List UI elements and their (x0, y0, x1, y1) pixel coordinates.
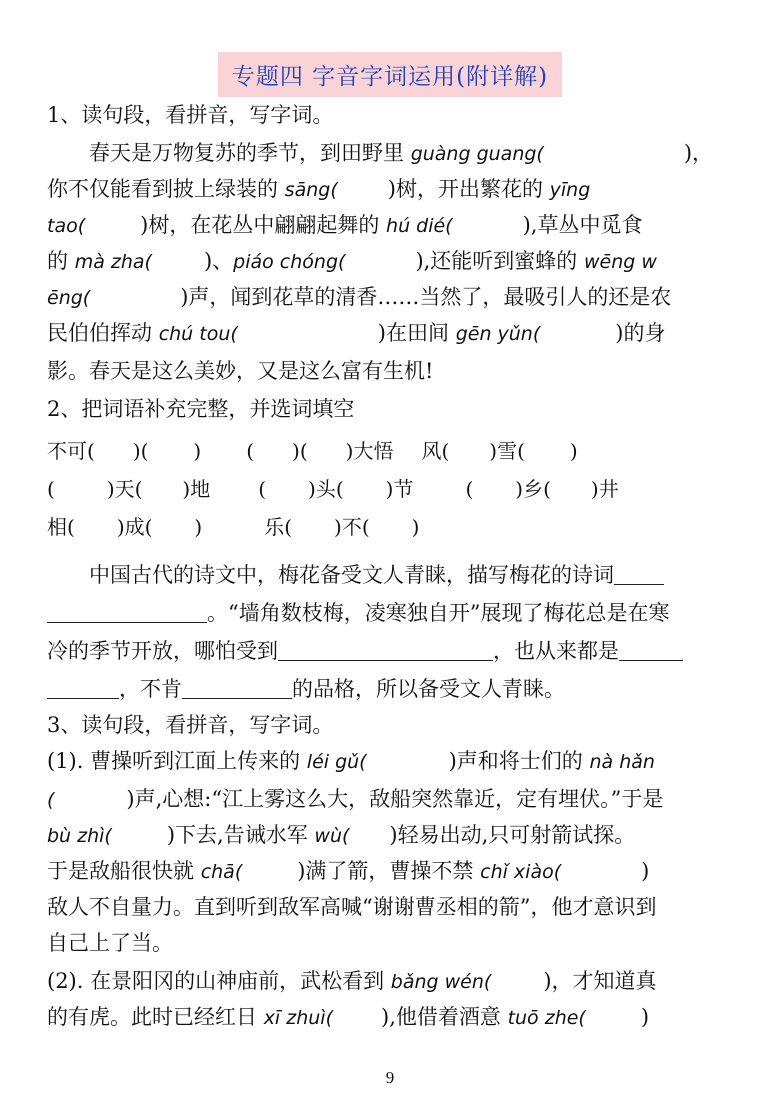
pinyin: léi gǔ( (306, 751, 367, 773)
idiom-row-3 (47, 512, 737, 542)
text: ( (47, 789, 55, 811)
idiom-part: 相( (47, 515, 75, 539)
idiom-part: )天( (106, 477, 143, 501)
text: ) (640, 1005, 650, 1029)
text: )在田间 (377, 321, 449, 345)
idiom-part: 不可( (47, 439, 95, 463)
pinyin: chā( (200, 861, 243, 883)
blank-line[interactable] (182, 676, 292, 699)
page-number: 9 (385, 1068, 395, 1087)
text-line (47, 318, 737, 349)
text: 影。春天是这么美妙，又是这么富有生机! (47, 359, 434, 383)
blank-line[interactable] (614, 562, 664, 585)
text: 自己上了当。 (47, 931, 173, 955)
pinyin: piáo chóng( (233, 251, 346, 273)
text: 敌人不自量力。直到听到敌军高喊“谢谢曹丞相的箭”，他才意识到 (47, 895, 657, 919)
section3-heading (47, 710, 737, 740)
pinyin: sāng( (284, 179, 338, 201)
text: ),草丛中觅食 (522, 213, 643, 237)
text: )声，闻到花草的清香……当然了，最吸引人的还是农 (180, 285, 672, 309)
text: )、 (203, 249, 234, 273)
pinyin: chǐ xiào( (480, 861, 562, 883)
pinyin: hú dié( (386, 215, 453, 237)
idiom-part: ) (194, 515, 203, 539)
text-line (47, 356, 737, 386)
text: )轻易出动,只可射箭试探。 (389, 823, 636, 847)
text-line (47, 138, 737, 169)
text: )下去,告诫水军 (166, 823, 308, 847)
text-line (47, 928, 737, 958)
page-title: 专题四 字音字词运用(附详解) (218, 52, 562, 97)
idiom-part: ( (246, 439, 255, 463)
pinyin: nà hǎn (589, 751, 655, 773)
text-line (47, 674, 737, 704)
idiom-part: )雪( (489, 439, 525, 463)
text: )声,心想:“江上雾这么大，敌船突然靠近，定有埋伏。”于是 (126, 787, 664, 811)
pinyin: wēng w (584, 251, 657, 273)
text: 你不仅能看到披上绿装的 (47, 177, 278, 201)
title-banner (0, 52, 780, 97)
pinyin: wù( (314, 825, 350, 847)
pinyin: xī zhuì( (263, 1007, 333, 1029)
pinyin: mà zha( (74, 251, 152, 273)
pinyin: bù zhì( (47, 825, 112, 847)
text: )， (683, 141, 714, 165)
text-line (47, 560, 737, 590)
idiom-part: ( (258, 477, 267, 501)
text-line (47, 966, 737, 997)
idiom-part: )井 (590, 477, 619, 501)
text: ，不肯 (119, 677, 182, 701)
text: 的品格，所以备受文人青睐。 (292, 677, 565, 701)
text: ),还能听到蜜蜂的 (415, 249, 578, 273)
idiom-row-1 (47, 436, 737, 466)
idiom-part: ) (569, 439, 578, 463)
text-line (47, 784, 737, 815)
pinyin: bǎng wén( (390, 971, 492, 993)
idiom-part: )乡( (515, 477, 551, 501)
text: 。“墙角数枝梅，凌寒独自开”展现了梅花总是在寒 (207, 601, 670, 625)
blank-line[interactable] (278, 638, 493, 661)
text-line (47, 746, 737, 777)
idiom-part: )节 (385, 477, 414, 501)
text-line (47, 210, 737, 241)
idiom-part: ( (465, 477, 474, 501)
idiom-part: )不( (334, 515, 370, 539)
text: 冷的季节开放，哪怕受到 (47, 639, 278, 663)
idiom-part: )( (132, 439, 149, 463)
pinyin: gēn yǔn( (455, 323, 541, 345)
text-line (47, 892, 737, 922)
text: )，才知道真 (543, 969, 657, 993)
text: 的有虎。此时已经红日 (47, 1005, 257, 1029)
text: 春天是万物复苏的季节，到田野里 (89, 141, 404, 165)
text: )树，在花丛中翩翩起舞的 (140, 213, 380, 237)
text: 民伯伯挥动 (47, 321, 152, 345)
idiom-part: ) (193, 439, 202, 463)
section2-heading (47, 394, 737, 424)
blank-line[interactable] (619, 638, 683, 661)
pinyin: tao( (47, 215, 86, 237)
idiom-part: )头( (308, 477, 344, 501)
idiom-part: 风( (421, 439, 450, 463)
text-line (47, 1002, 737, 1033)
pinyin: ēng( (47, 287, 91, 309)
text: ) (641, 859, 650, 883)
idiom-part: )( (292, 439, 308, 463)
text: 的 (47, 249, 68, 273)
heading-text: 2、把词语补充完整，并选词填空 (47, 397, 355, 421)
text-line (47, 636, 737, 666)
heading-text: 1、读句段，看拼音，写字词。 (47, 103, 334, 127)
idiom-row-2 (47, 474, 737, 504)
pinyin: yīng (549, 179, 591, 201)
text: ，也从来都是 (493, 639, 619, 663)
text-line (47, 856, 737, 887)
idiom-part: )大悟 (345, 439, 394, 463)
text: (2). 在景阳冈的山神庙前，武松看到 (47, 969, 385, 993)
pinyin: guàng guang( (410, 143, 544, 165)
text: )声和将士们的 (448, 749, 583, 773)
text: (1). 曹操听到江面上传来的 (47, 749, 301, 773)
text-line (47, 282, 737, 313)
text: )满了箭，曹操不禁 (297, 859, 474, 883)
text: ),他借着酒意 (381, 1005, 501, 1029)
blank-line[interactable] (47, 676, 119, 699)
section1-heading (47, 100, 737, 130)
idiom-part: )成( (116, 515, 153, 539)
idiom-part: )地 (182, 477, 211, 501)
text: 中国古代的诗文中，梅花备受文人青睐，描写梅花的诗词 (89, 563, 614, 587)
pinyin: chú tou( (158, 323, 238, 345)
text: )树，开出繁花的 (387, 177, 543, 201)
blank-line[interactable] (47, 600, 207, 623)
heading-text: 3、读句段，看拼音，写字词。 (47, 713, 334, 737)
pinyin: tuō zhe( (507, 1007, 586, 1029)
idiom-part: 乐( (264, 515, 293, 539)
idiom-part: ( (47, 477, 55, 501)
text: 于是敌船很快就 (47, 859, 194, 883)
text: )的身 (615, 321, 666, 345)
text-line (47, 598, 737, 628)
text-line (47, 820, 737, 851)
text-line (47, 174, 737, 205)
idiom-part: ) (411, 515, 420, 539)
text-line (47, 246, 737, 277)
